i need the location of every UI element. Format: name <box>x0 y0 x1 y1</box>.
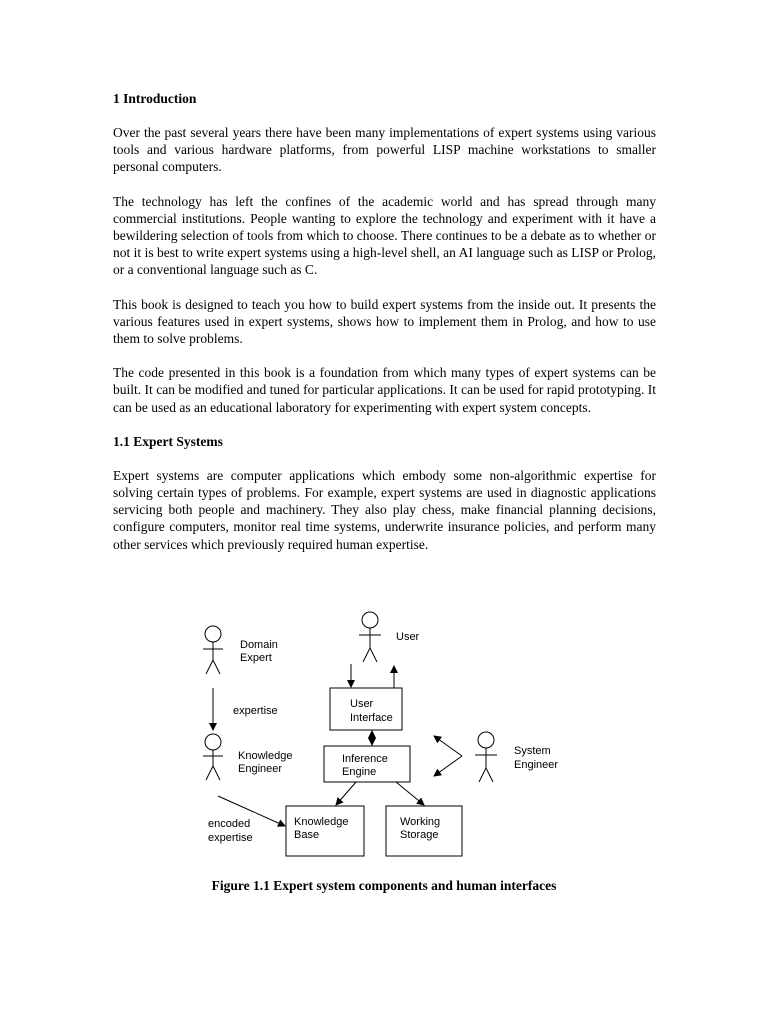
system-engineer-arrow-up <box>434 736 462 756</box>
label-knowledge-base-2: Base <box>294 829 320 841</box>
label-knowledge-engineer-2: Engineer <box>238 763 283 775</box>
intro-paragraph-1: Over the past several years there have been many implementations of expert systems using various tools and various hardware platforms, from powerful LISP machine workstations to smaller personal computers. <box>113 125 656 175</box>
label-working-storage-2: Storage <box>400 829 439 841</box>
label-inference-engine-1: Inference <box>342 753 388 765</box>
label-encoded-1: encoded <box>208 818 251 830</box>
label-user-interface-2: Interface <box>350 712 393 724</box>
label-system-engineer-2: Engineer <box>514 759 559 771</box>
label-encoded-2: expertise <box>208 832 253 844</box>
label-expertise: expertise <box>233 705 278 717</box>
knowledge-engineer-figure <box>203 734 223 780</box>
system-engineer-figure <box>475 732 497 782</box>
diagram-svg <box>170 600 570 870</box>
label-domain-expert-2: Expert <box>240 652 272 664</box>
intro-paragraph-4: The code presented in this book is a foundation from which many types of expert systems can be built. It can be modified and tuned for particular applications. It can be used for rapid prototyping. It can be used as an educational laboratory for experimenting with expert system concepts. <box>113 365 656 415</box>
label-knowledge-base-1: Knowledge <box>294 816 349 828</box>
domain-expert-figure <box>203 626 223 674</box>
expert-systems-paragraph: Expert systems are computer applications which embody some non-algorithmic expertise for solving certain types of problems. For example, expert systems are used in diagnostic applications servicing both people and machinery. They also play chess, make financial planning decisions, configure computers, monitor real time systems, underwrite insurance policies, and perform many other services which previously required human expertise. <box>113 467 656 552</box>
label-system-engineer-1: System <box>514 745 551 757</box>
subsection-heading: 1.1 Expert Systems <box>113 433 223 449</box>
intro-paragraph-3: This book is designed to teach you how to build expert systems from the inside out. It presents the various features used in expert systems, shows how to implement them in Prolog, and how to use them to solve problems. <box>113 296 656 347</box>
figure-caption: Figure 1.1 Expert system components and human interfaces <box>211 878 557 893</box>
label-working-storage-1: Working <box>400 816 441 828</box>
label-domain-expert-1: Domain <box>240 639 278 651</box>
intro-paragraph-2: The technology has left the confines of the academic world and has spread through many commercial institutions. People wanting to explore the technology and experiment with it have a bewildering selection of tools from which to choose. There continues to be a debate as to whether or not it is best to write expert systems using a high-level shell, an AI language such as LISP or Prolog, or a conventional language such as C. <box>113 193 656 278</box>
engine-to-ws-arrow <box>396 782 424 805</box>
label-user: User <box>396 631 420 643</box>
label-knowledge-engineer-1: Knowledge <box>238 750 293 762</box>
user-figure <box>359 612 381 662</box>
label-user-interface-1: User <box>350 698 374 710</box>
label-inference-engine-2: Engine <box>342 766 377 778</box>
figure-expert-system-diagram <box>170 600 570 870</box>
section-heading: 1 Introduction <box>113 91 197 106</box>
system-engineer-arrow-down <box>434 756 462 776</box>
page-content <box>113 90 656 553</box>
engine-to-kb-arrow <box>336 782 356 805</box>
